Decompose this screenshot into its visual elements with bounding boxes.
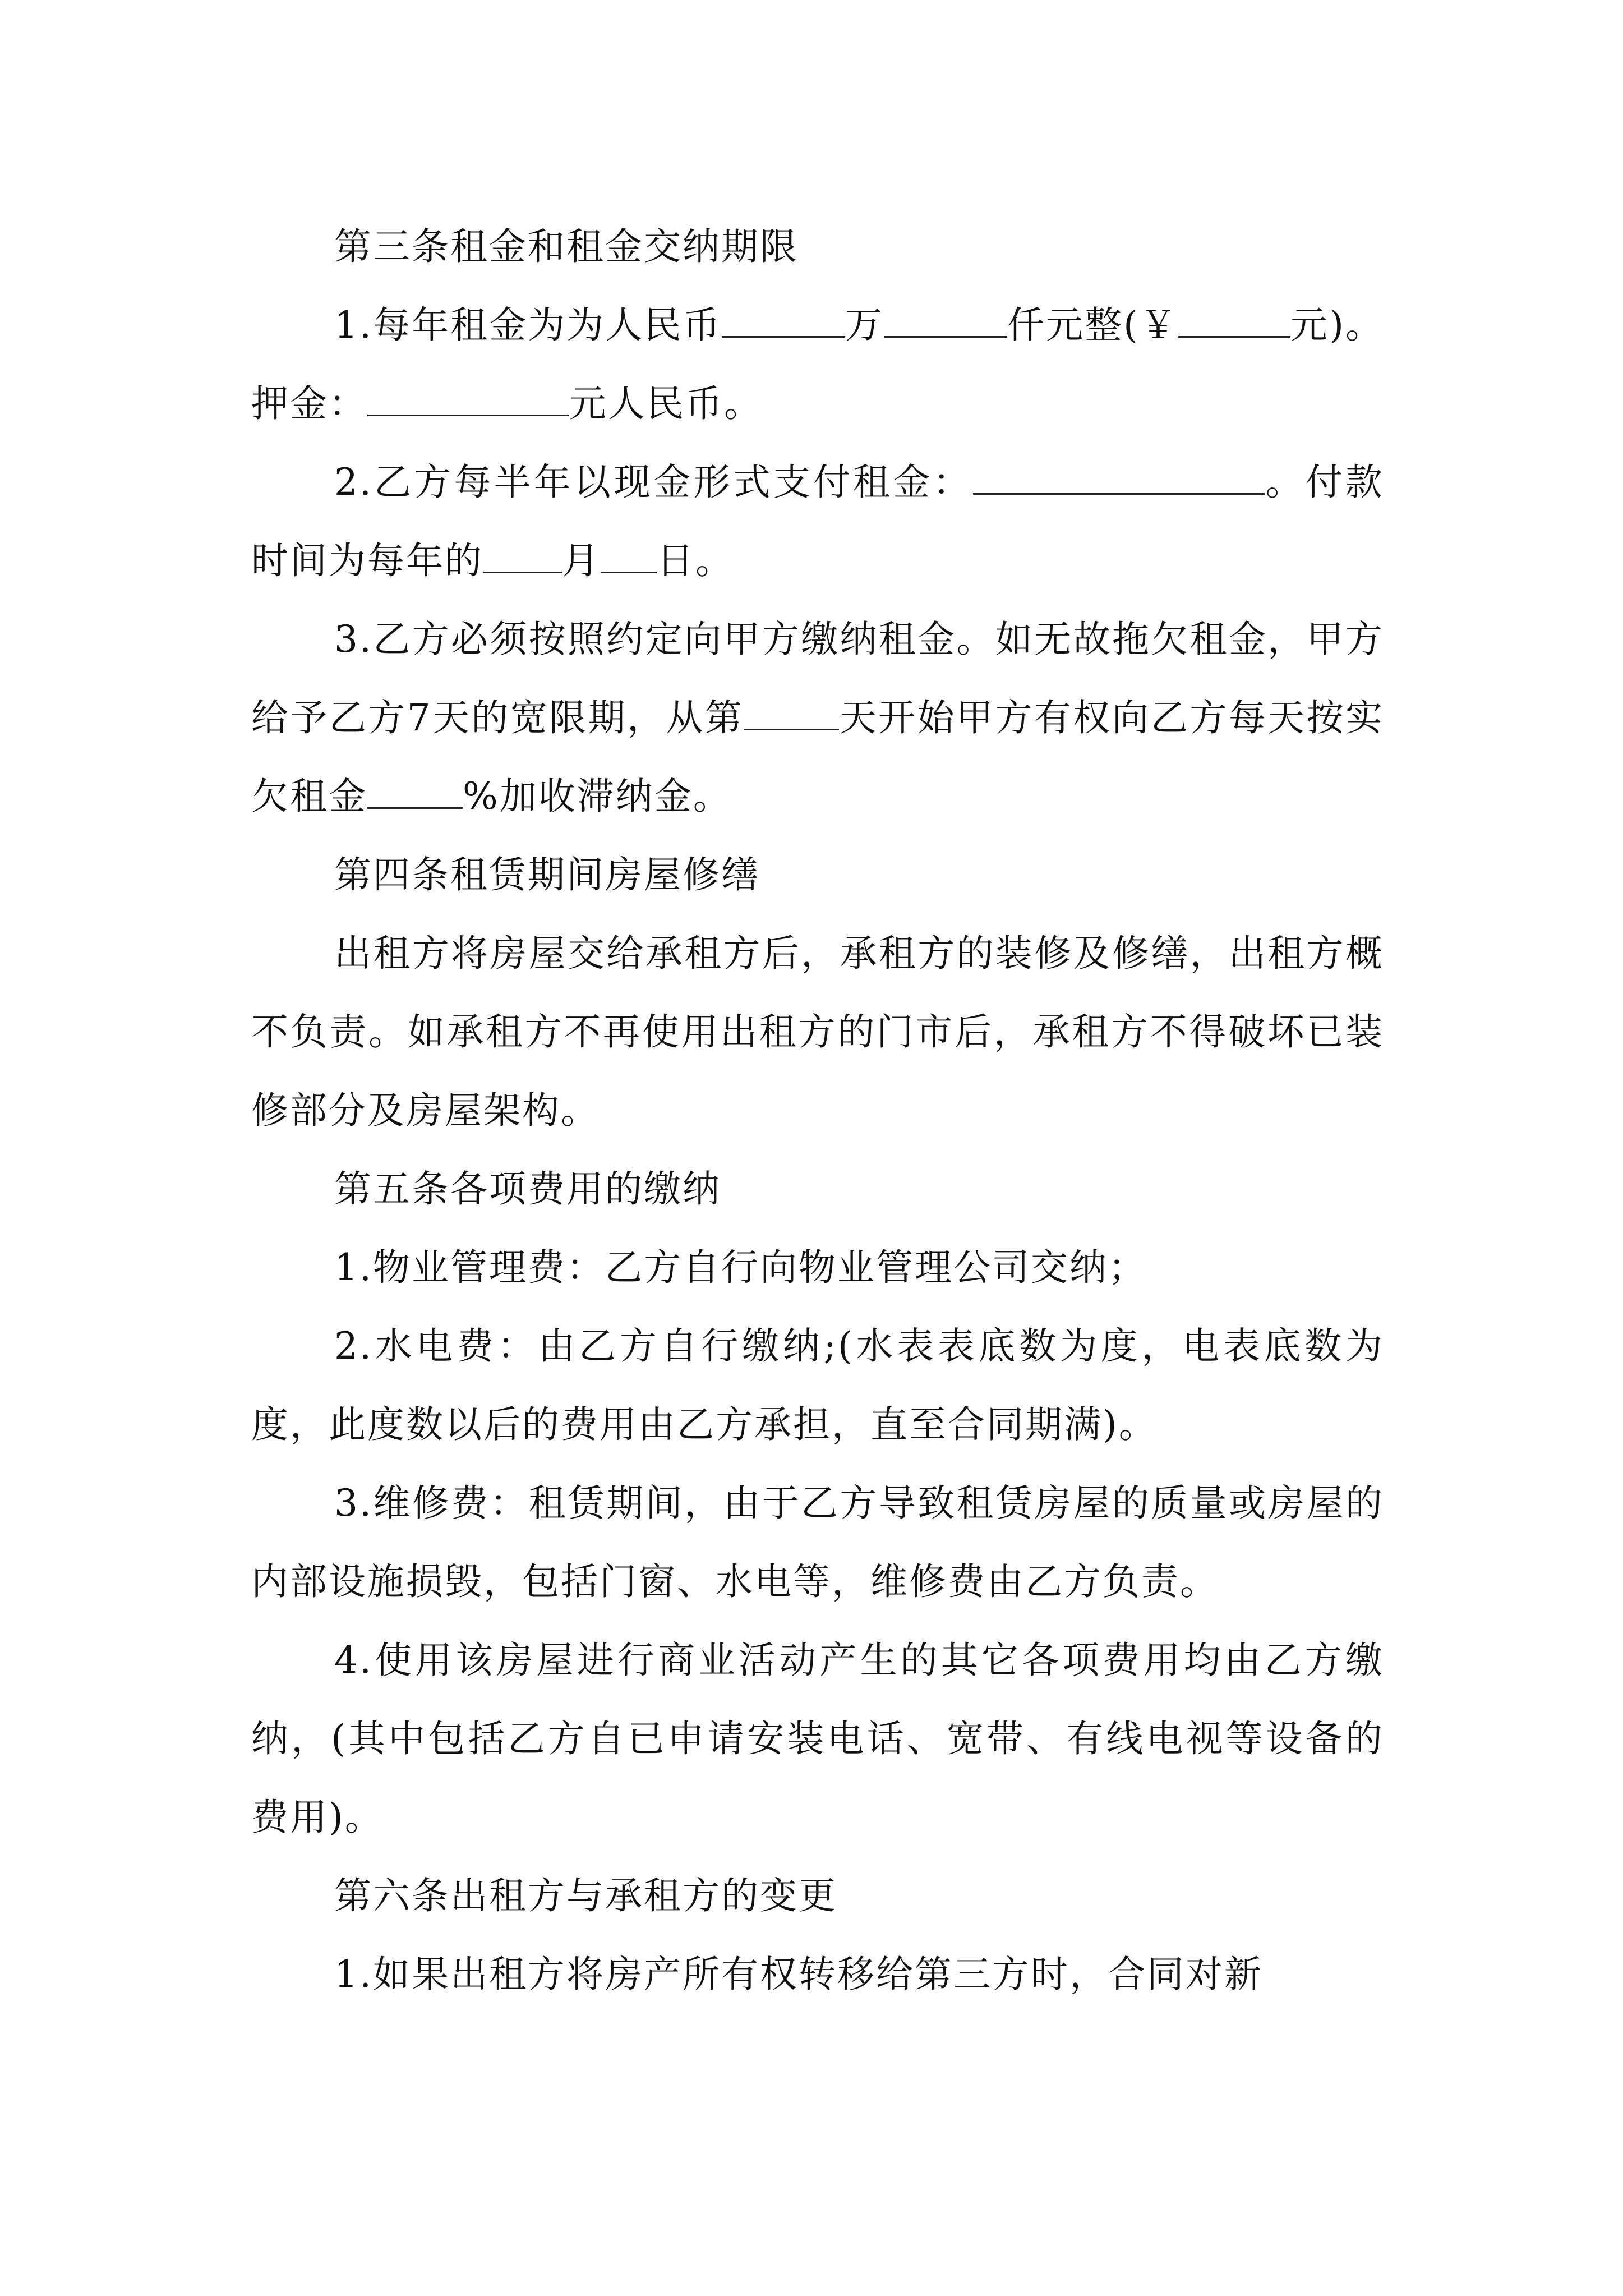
section-heading-article-5: 第五条各项费用的缴纳 xyxy=(334,1167,721,1211)
text-fragment: 元)。押金： xyxy=(251,303,1385,425)
text-fragment: 日。 xyxy=(657,539,734,582)
paragraph-other-fees: 4.使用该房屋进行商业活动产生的其它各项费用均由乙方缴纳，(其中包括乙方自已申请安装电话、宽带、有线电视等设备的费用)。 xyxy=(251,1639,1384,1839)
text-fragment: 2.乙方每半年以现金形式支付租金： xyxy=(334,461,973,504)
text-fragment: 。付款时间为每年的 xyxy=(251,461,1384,582)
paragraph-late-fee xyxy=(251,600,1384,836)
fill-in-blank xyxy=(1178,305,1290,338)
fill-in-blank xyxy=(722,305,845,338)
text-fragment: 1.每年租金为为人民币 xyxy=(334,303,722,347)
paragraph-repairs: 出租方将房屋交给承租方后，承租方的装修及修缮，出租方概不负责。如承租方不再使用出租方的门市后，承租方不得破坏已装修部分及房屋架构。 xyxy=(251,932,1384,1132)
text-fragment: 万 xyxy=(845,303,884,347)
text-fragment: 仟元整(￥ xyxy=(1007,303,1179,347)
text-fragment: 元人民币。 xyxy=(569,382,763,425)
fill-in-blank xyxy=(367,776,463,809)
document-body xyxy=(251,208,1384,2014)
paragraph-utilities-fee: 2.水电费：由乙方自行缴纳;(水表表底数为度，电表底数为度，此度数以后的费用由乙方承担，直至合同期满)。 xyxy=(251,1324,1384,1446)
text-fragment: 天开始甲方有权向乙方每天按实欠租金 xyxy=(251,696,1385,818)
section-heading-article-6: 第六条出租方与承租方的变更 xyxy=(334,1874,837,1917)
section-heading-article-4: 第四条租赁期间房屋修缮 xyxy=(334,853,760,896)
text-fragment: 3.乙方必须按照约定向甲方缴纳租金。如无故拖欠租金，甲方给予乙方7天的宽限期，从第 xyxy=(251,618,1384,739)
paragraph-maintenance-fee: 3.维修费：租赁期间，由于乙方导致租赁房屋的质量或房屋的内部设施损毁，包括门窗、水电等，维修费由乙方负责。 xyxy=(251,1481,1384,1603)
paragraph-ownership-transfer: 1.如果出租方将房产所有权转移给第三方时，合同对新 xyxy=(334,1953,1263,1996)
paragraph-rent-amount xyxy=(251,286,1384,443)
fill-in-blank xyxy=(601,540,657,573)
section-heading-article-3: 第三条租金和租金交纳期限 xyxy=(334,225,799,268)
text-fragment: 月 xyxy=(562,539,601,582)
fill-in-blank xyxy=(973,462,1265,495)
paragraph-payment-method xyxy=(251,443,1384,600)
text-fragment: %加收滞纳金。 xyxy=(463,775,732,818)
paragraph-property-fee: 1.物业管理费：乙方自行向物业管理公司交纳； xyxy=(334,1246,1147,1289)
fill-in-blank xyxy=(483,540,562,573)
fill-in-blank xyxy=(367,383,569,416)
fill-in-blank xyxy=(744,697,839,730)
fill-in-blank xyxy=(884,305,1007,338)
